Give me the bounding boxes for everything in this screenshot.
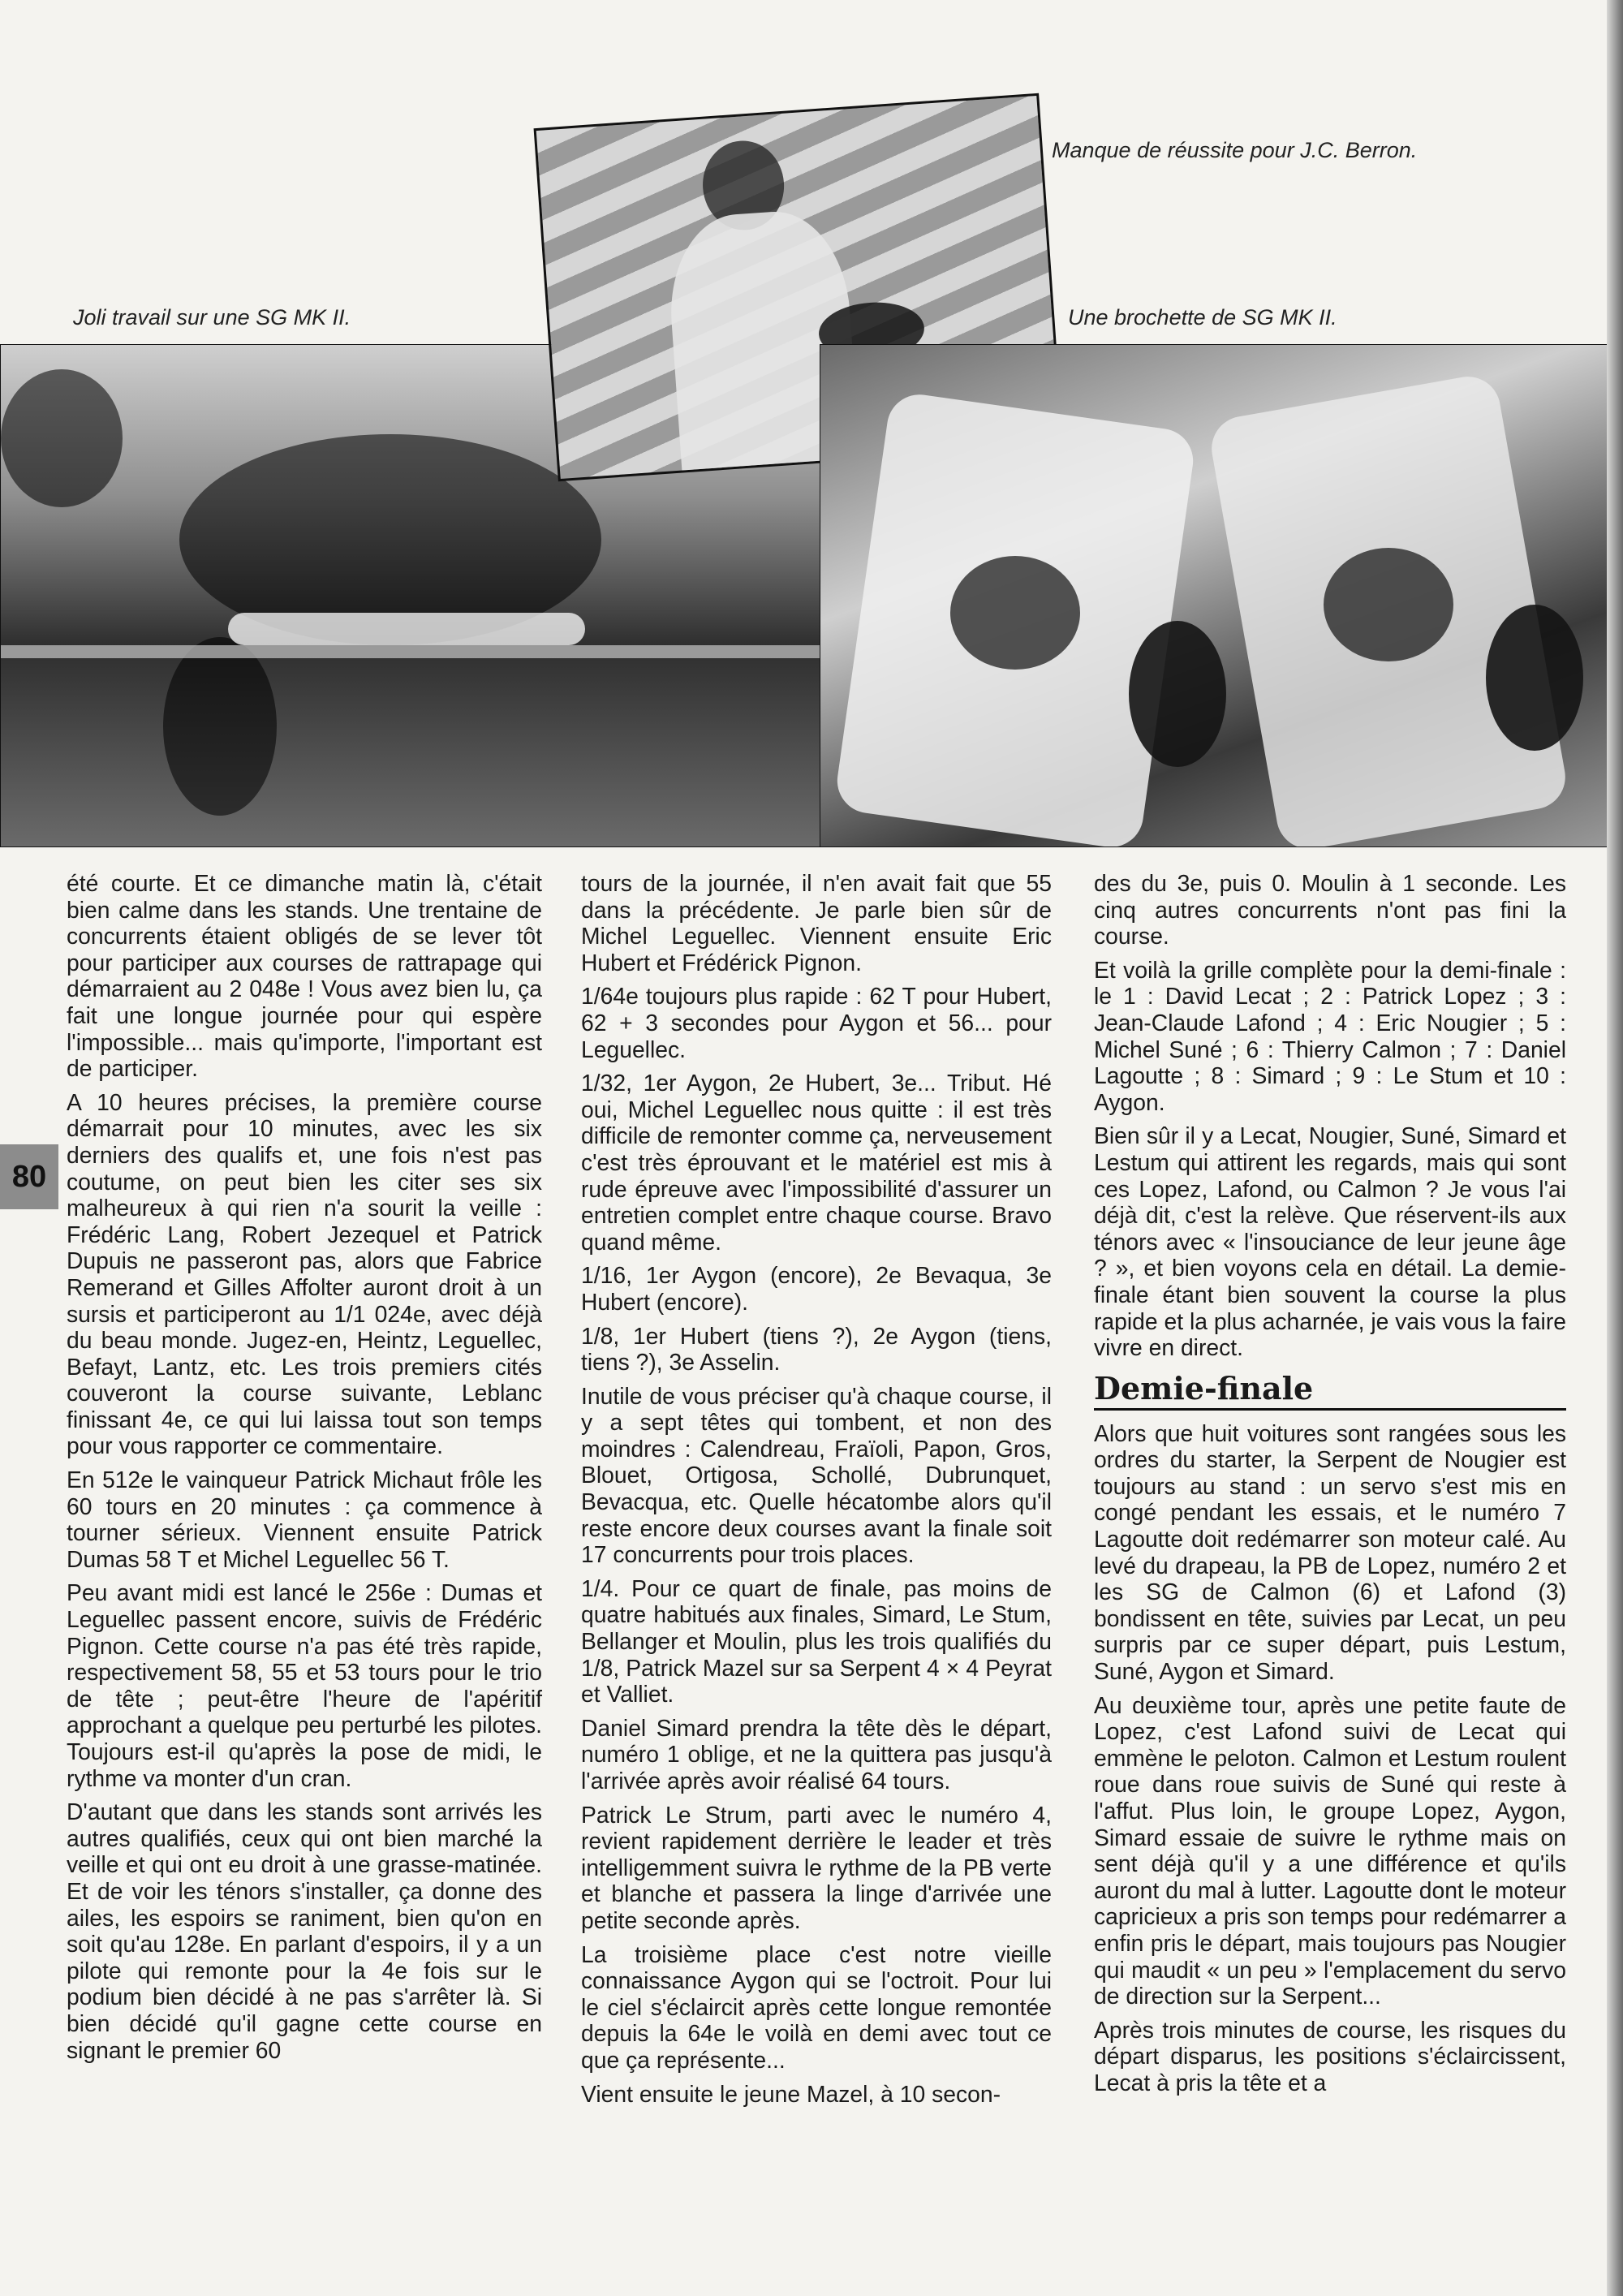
paragraph: 1/4. Pour ce quart de finale, pas moins de quatre habitués aux finales, Simard, Le Stum, Bellanger et Moulin, plus les trois qualifiés du 1/8, Patrick Mazel sur sa Serpent 4 × 4 Peyrat et Valliet. bbox=[581, 1574, 1052, 1708]
paragraph: A 10 heures précises, la première course démarrait pour 10 minutes, avec les six derniers des qualifs et, une fois n'est pas coutume, on peut bien les citer ses six malheureux à qui rien n'a sourit la veille : Frédéric Lang, Robert Jezequel et Patrick Dupuis ne passeront pas, alors que Fabrice Remerand et Gilles Affolter auront droit à un sursis et participeront au 1/1 024e, avec déjà du beau monde. Jugez-en, Heintz, Leguellec, Befayt, Lantz, etc. Les trois premiers cités couveront la course suivante, Leblanc finissant 4e, ce qui lui laissa tout son temps pour vous rapporter ce commentaire. bbox=[67, 1088, 542, 1459]
paragraph: Après trois minutes de course, les risques du départ disparus, les positions s'éclaircissent, Lecat à pris la tête et a bbox=[1094, 2016, 1566, 2096]
caption-brochette: Une brochette de SG MK II. bbox=[1068, 305, 1337, 330]
photo-sg-cars bbox=[820, 344, 1617, 847]
paragraph: tours de la journée, il n'en avait fait que 55 dans la précédente. Je parle bien sûr de Michel Leguellec. Viennent ensuite Eric Hubert et Frédérick Pignon. bbox=[581, 870, 1052, 976]
paragraph: Inutile de vous préciser qu'à chaque course, il y a sept têtes qui tombent, et non des moindres : Calendreau, Fraïoli, Papon, Gros, Blouet, Ortigosa, Schollé, Dubrunquet, Bevacqua, etc. Quelle hécatombe alors qu'il reste encore deux courses avant la finale soit 17 concurrents pour trois places. bbox=[581, 1382, 1052, 1568]
paragraph: des du 3e, puis 0. Moulin à 1 seconde. Les cinq autres concurrents n'ont pas fini la course. bbox=[1094, 870, 1566, 950]
caption-berron: Manque de réussite pour J.C. Berron. bbox=[1052, 138, 1418, 162]
page-edge bbox=[1607, 0, 1623, 2296]
paragraph: En 512e le vainqueur Patrick Michaut frôle les 60 tours en 20 minutes : ça commence à tourner sérieux. Viennent ensuite Patrick Dumas 58 T et Michel Leguellec 56 T. bbox=[67, 1467, 542, 1572]
paragraph: 1/16, 1er Aygon (encore), 2e Bevaqua, 3e Hubert (encore). bbox=[581, 1262, 1052, 1315]
article-column-3 bbox=[1094, 870, 1566, 2104]
article-column-2 bbox=[581, 870, 1052, 2114]
paragraph: D'autant que dans les stands sont arrivés les autres qualifiés, ceux qui ont bien marché la veille et qui ont eu droit à une grasse-matinée. Et de voir les ténors s'installer, ça donne des ailes, les espoirs se raniment, bien qu'on en soit qu'au 128e. En parlant d'espoirs, il y a un pilote qui remonte pour la 4e fois sur le podium bien décidé à ne pas s'arrêter là. Si bien décidé qu'il gagne cette course en signant le premier 60 bbox=[67, 1798, 542, 2063]
caption-sg-mk2: Joli travail sur une SG MK II. bbox=[73, 305, 351, 330]
paragraph: Et voilà la grille complète pour la demi-finale : le 1 : David Lecat ; 2 : Patrick Lopez ; 3 : Jean-Claude Lafond ; 4 : Eric Nougier ; 5 : Michel Suné ; 6 : Thierry Calmon ; 7 : Daniel Lagoutte ; 8 : Simard ; 9 : Le Stum et 10 : Aygon. bbox=[1094, 956, 1566, 1115]
paragraph: La troisième place c'est notre vieille connaissance Aygon qui se l'octroit. Pour lui le ciel s'éclaircit après cette longue remontée depuis la 64e le voilà en demi avec tout ce que ça représente... bbox=[581, 1941, 1052, 2073]
section-heading-demie-finale: Demie-finale bbox=[1094, 1371, 1566, 1411]
paragraph: Vient ensuite le jeune Mazel, à 10 secon- bbox=[581, 2080, 1001, 2107]
article-column-1 bbox=[67, 870, 542, 2070]
paragraph: Bien sûr il y a Lecat, Nougier, Suné, Simard et Lestum qui attirent les regards, mais qui sont ces Lopez, Lafond, ou Calmon ? Je vous l'ai déjà dit, c'est la relève. Que réservent-ils aux ténors avec « l'insouciance de leur jeune âge ? », et bien voyons cela en détail. La demie-finale étant bien souvent la course la plus rapide et la plus acharnée, je vais vous la faire vivre en direct. bbox=[1094, 1122, 1566, 1361]
paragraph: Patrick Le Strum, parti avec le numéro 4, revient rapidement derrière le leader et très intelligemment suivra le rythme de la PB verte et blanche et passera la linge d'arrivée une petite seconde après. bbox=[581, 1801, 1052, 1933]
paragraph: 1/64e toujours plus rapide : 62 T pour Hubert, 62 + 3 secondes pour Aygon et 56... pour Leguellec. bbox=[581, 983, 1052, 1062]
paragraph: 1/8, 1er Hubert (tiens ?), 2e Aygon (tiens, tiens ?), 3e Asselin. bbox=[581, 1322, 1052, 1376]
paragraph: Peu avant midi est lancé le 256e : Dumas et Leguellec passent encore, suivis de Frédéric Pignon. Cette course n'a pas été très rapide, respectivement 58, 55 et 53 tours pour le trio de tête ; peut-être l'heure de l'apéritif approchant a quelque peu perturbé les pilotes. Toujours est-il qu'après la pose de midi, le rythme va monter d'un cran. bbox=[67, 1579, 542, 1791]
paragraph: 1/32, 1er Aygon, 2e Hubert, 3e... Tribut. Hé oui, Michel Leguellec nous quitte : il est très difficile de remonter comme ça, nerveusement c'est très éprouvant et le matériel est mis à rude épreuve avec l'impossibilité d'assurer un entretien complet entre chaque course. Bravo quand même. bbox=[581, 1070, 1052, 1255]
paragraph: Alors que huit voitures sont rangées sous les ordres du starter, la Serpent de Nougier est toujours au stand : un servo s'est mis en congé pendant les essais, et le numéro 7 Lagoutte doit redémarrer son moteur calé. Au levé du drapeau, la PB de Lopez, numéro 2 et les SG de Calmon (6) et Lafond (3) bondissent en tête, suivies par Lecat, un peu surpris par ce super départ, puis Lestum, Suné, Aygon et Simard. bbox=[1094, 1419, 1566, 1685]
paragraph: Daniel Simard prendra la tête dès le départ, numéro 1 oblige, et ne la quittera pas jusqu'à l'arrivée après avoir réalisé 64 tours. bbox=[581, 1714, 1052, 1794]
paragraph: Au deuxième tour, après une petite faute de Lopez, c'est Lafond suivi de Lecat qui emmène le peloton. Calmon et Lestum roulent roue dans roue suivis de Suné qui reste à l'affut. Plus loin, le groupe Lopez, Aygon, Simard essaie de suivre le rythme mais on sent déjà qu'il y a une différence et qu'ils auront du mal à lutter. Lagoutte dont le moteur capricieux a pris son temps pour redémarrer a enfin pris le départ, mais toujours pas Nougier qui maudit « un peu » l'emplacement du servo de direction sur la Serpent... bbox=[1094, 1691, 1566, 2010]
page-number: 80 bbox=[0, 1144, 58, 1209]
paragraph: été courte. Et ce dimanche matin là, c'était bien calme dans les stands. Une trentaine de concurrents étaient obligés de se lever tôt pour participer aux courses de rattrapage qui démarraient au 2 048e ! Vous avez bien lu, ça fait une longue journée pour qui espère l'impossible... mais qu'importe, l'important est de participer. bbox=[67, 870, 542, 1082]
